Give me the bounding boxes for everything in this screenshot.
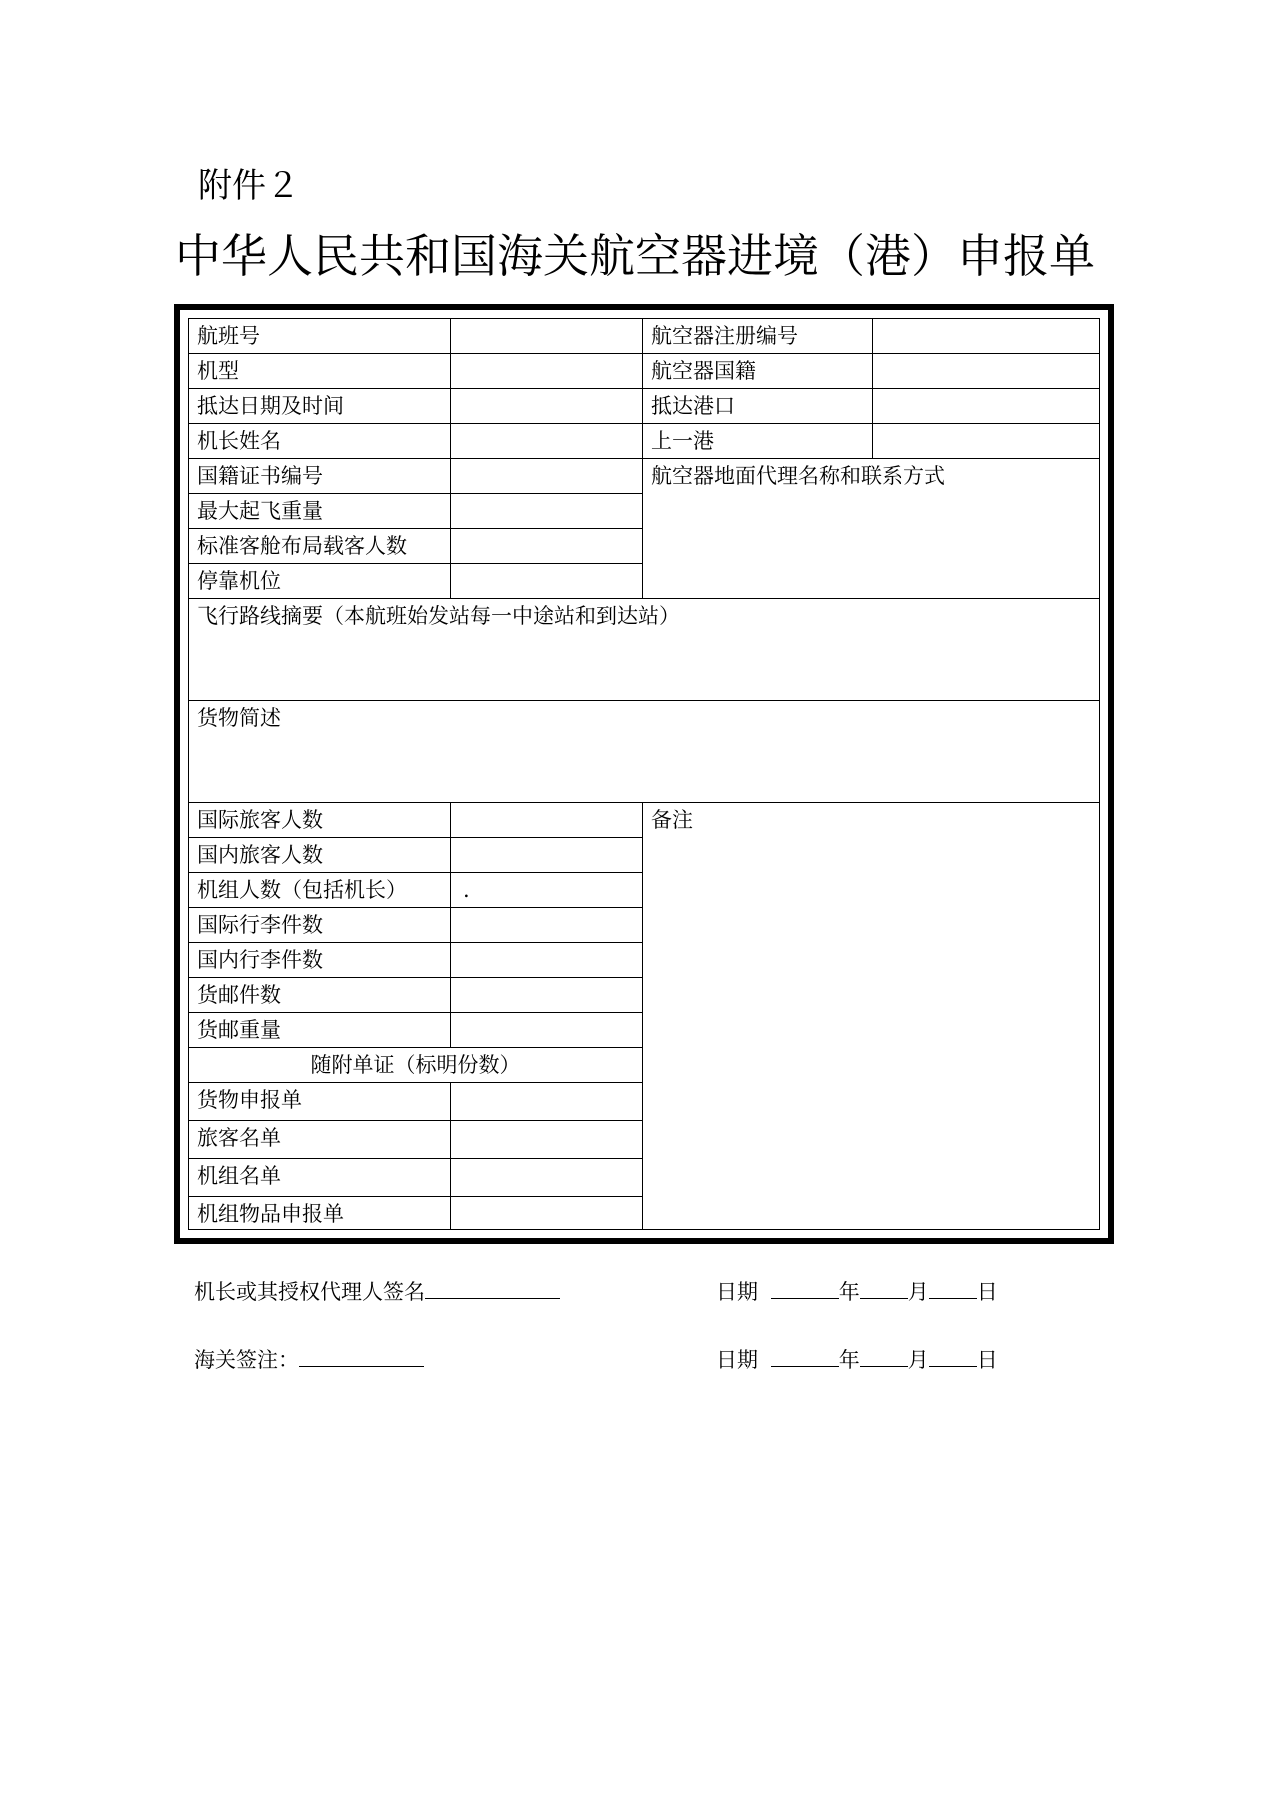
max-takeoff-weight-label: 最大起飞重量 (188, 493, 451, 529)
crew-count-label: 机组人数（包括机长） (188, 872, 451, 908)
form-grid (188, 318, 1100, 1230)
standard-cabin-seats-label: 标准客舱布局载客人数 (188, 528, 451, 564)
cargo-mail-weight-label: 货邮重量 (188, 1012, 451, 1048)
captain-name-label: 机长姓名 (188, 423, 451, 459)
intl-baggage-field[interactable] (450, 907, 643, 943)
declaration-form (174, 304, 1114, 1244)
route-summary-field[interactable]: 飞行路线摘要（本航班始发站每一中途站和到达站） (188, 598, 1100, 701)
captain-date-line (716, 1278, 998, 1306)
arrival-datetime-field[interactable] (450, 388, 643, 424)
captain-signature-line (194, 1278, 560, 1306)
month-label: 月 (907, 1348, 929, 1372)
cargo-declaration-label: 货物申报单 (188, 1082, 451, 1121)
aircraft-type-label: 机型 (188, 353, 451, 389)
aircraft-type-field[interactable] (450, 353, 643, 389)
flight-no-label: 航班号 (188, 318, 451, 354)
passenger-manifest-field[interactable] (450, 1120, 643, 1159)
cargo-description-field[interactable]: 货物简述 (188, 700, 1100, 803)
standard-cabin-seats-field[interactable] (450, 528, 643, 564)
year-blank[interactable] (771, 1278, 839, 1299)
nationality-cert-field[interactable] (450, 458, 643, 494)
day-label: 日 (976, 1348, 998, 1372)
customs-date-line (716, 1346, 998, 1374)
year-blank[interactable] (771, 1346, 839, 1367)
arrival-port-label: 抵达港口 (642, 388, 873, 424)
arrival-datetime-label: 抵达日期及时间 (188, 388, 451, 424)
aircraft-nationality-label: 航空器国籍 (642, 353, 873, 389)
captain-sign-label: 机长或其授权代理人签名 (194, 1280, 425, 1304)
domestic-passengers-field[interactable] (450, 837, 643, 873)
crew-goods-declaration-label: 机组物品申报单 (188, 1196, 451, 1230)
customs-signature-line (194, 1346, 424, 1374)
cargo-mail-pieces-field[interactable] (450, 977, 643, 1013)
month-blank[interactable] (860, 1346, 908, 1367)
intl-baggage-label: 国际行李件数 (188, 907, 451, 943)
cargo-mail-weight-field[interactable] (450, 1012, 643, 1048)
crew-goods-declaration-field[interactable] (450, 1196, 643, 1230)
page-title: 中华人民共和国海关航空器进境（港）申报单 (175, 229, 1095, 283)
attached-docs-heading: 随附单证（标明份数） (188, 1047, 643, 1083)
cargo-declaration-field[interactable] (450, 1082, 643, 1121)
arrival-port-field[interactable] (872, 388, 1100, 424)
domestic-baggage-label: 国内行李件数 (188, 942, 451, 978)
captain-name-field[interactable] (450, 423, 643, 459)
attachment-label: 附件２ (198, 166, 300, 206)
month-label: 月 (907, 1280, 929, 1304)
customs-sign-label: 海关签注： (194, 1348, 299, 1372)
day-blank[interactable] (929, 1278, 977, 1299)
date-label: 日期 (716, 1280, 758, 1304)
flight-no-field[interactable] (450, 318, 643, 354)
passenger-manifest-label: 旅客名单 (188, 1120, 451, 1159)
cargo-mail-pieces-label: 货邮件数 (188, 977, 451, 1013)
parking-stand-field[interactable] (450, 563, 643, 599)
year-label: 年 (838, 1280, 860, 1304)
max-takeoff-weight-field[interactable] (450, 493, 643, 529)
year-label: 年 (838, 1348, 860, 1372)
domestic-baggage-field[interactable] (450, 942, 643, 978)
intl-passengers-field[interactable] (450, 802, 643, 838)
crew-list-field[interactable] (450, 1158, 643, 1197)
aircraft-reg-no-label: 航空器注册编号 (642, 318, 873, 354)
parking-stand-label: 停靠机位 (188, 563, 451, 599)
domestic-passengers-label: 国内旅客人数 (188, 837, 451, 873)
aircraft-nationality-field[interactable] (872, 353, 1100, 389)
customs-sign-blank[interactable] (299, 1346, 424, 1367)
crew-count-field[interactable]: . (450, 872, 643, 908)
date-label: 日期 (716, 1348, 758, 1372)
nationality-cert-label: 国籍证书编号 (188, 458, 451, 494)
day-blank[interactable] (929, 1346, 977, 1367)
aircraft-reg-no-field[interactable] (872, 318, 1100, 354)
crew-list-label: 机组名单 (188, 1158, 451, 1197)
month-blank[interactable] (860, 1278, 908, 1299)
intl-passengers-label: 国际旅客人数 (188, 802, 451, 838)
ground-agent-field[interactable]: 航空器地面代理名称和联系方式 (642, 458, 1100, 599)
last-port-field[interactable] (872, 423, 1100, 459)
last-port-label: 上一港 (642, 423, 873, 459)
captain-sign-blank[interactable] (425, 1278, 560, 1299)
day-label: 日 (976, 1280, 998, 1304)
remarks-field[interactable]: 备注 (642, 802, 1100, 1230)
